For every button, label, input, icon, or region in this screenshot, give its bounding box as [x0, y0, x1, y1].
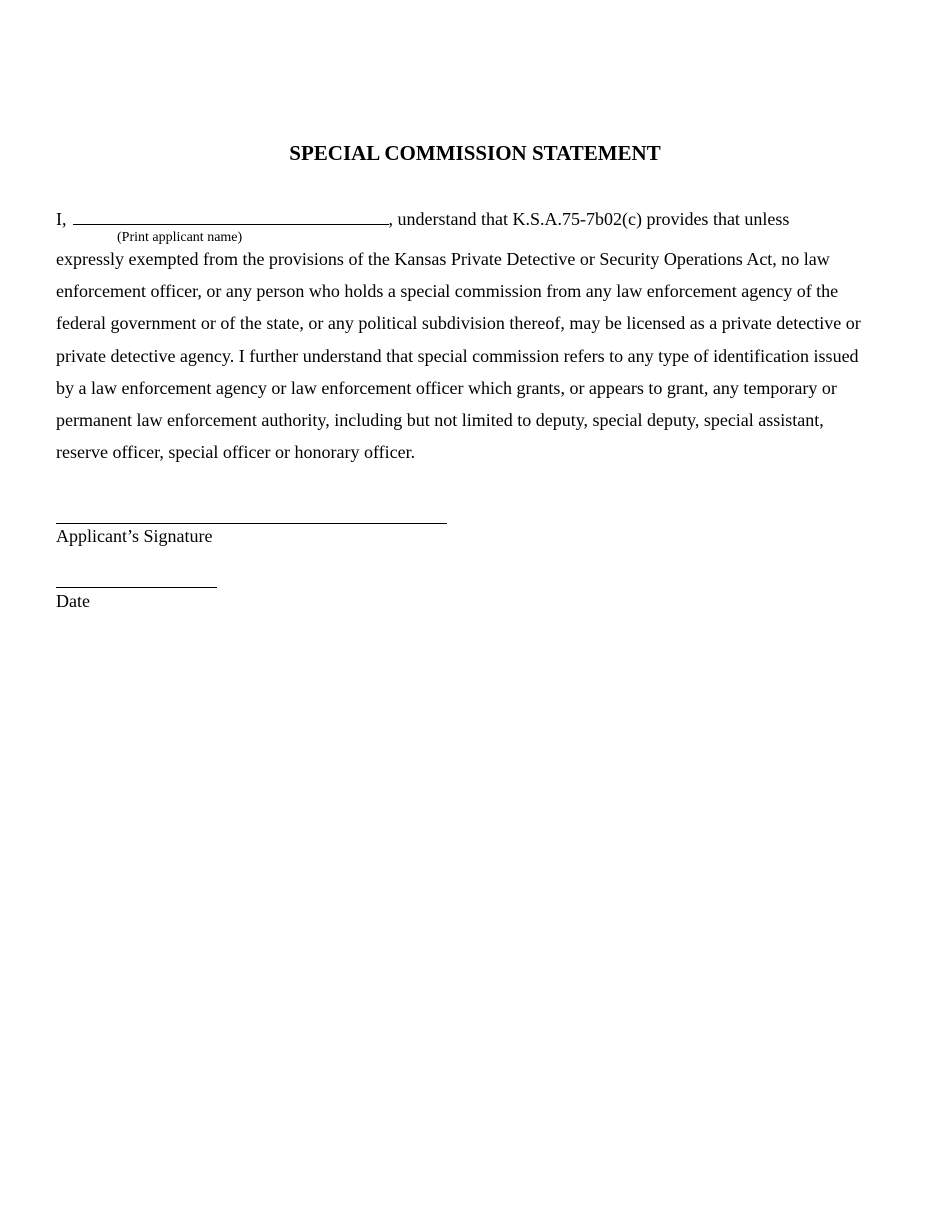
date-label: Date [56, 591, 90, 611]
body-line: by a law enforcement agency or law enforcement officer which grants, or appears to grant, any temporary or [56, 377, 837, 398]
page-title: SPECIAL COMMISSION STATEMENT [289, 141, 661, 165]
intro-suffix: , understand that K.S.A.75-7b02(c) provides that unless [388, 209, 790, 229]
body-line: expressly exempted from the provisions of the Kansas Private Detective or Security Operations Act, no law [56, 249, 830, 269]
body-line: reserve officer, special officer or honorary officer. [56, 442, 416, 463]
statement-body [56, 243, 901, 468]
body-line: private detective agency. I further understand that special commission refers to any type of identification issued [56, 345, 859, 366]
intro-prefix: I, [56, 209, 67, 229]
applicant-name-field[interactable] [73, 207, 389, 225]
body-line: enforcement officer, or any person who holds a special commission from any law enforcement agency of the [56, 281, 839, 302]
signature-label: Applicant’s Signature [56, 526, 213, 546]
signature-field[interactable] [56, 523, 447, 524]
applicant-name-caption: (Print applicant name) [117, 230, 243, 245]
date-field[interactable] [56, 587, 217, 588]
intro-line [56, 207, 789, 231]
body-line: permanent law enforcement authority, including but not limited to deputy, special deputy, special assistant, [56, 410, 824, 431]
body-line: federal government or of the state, or any political subdivision thereof, may be licensed as a private detective or [56, 313, 861, 334]
